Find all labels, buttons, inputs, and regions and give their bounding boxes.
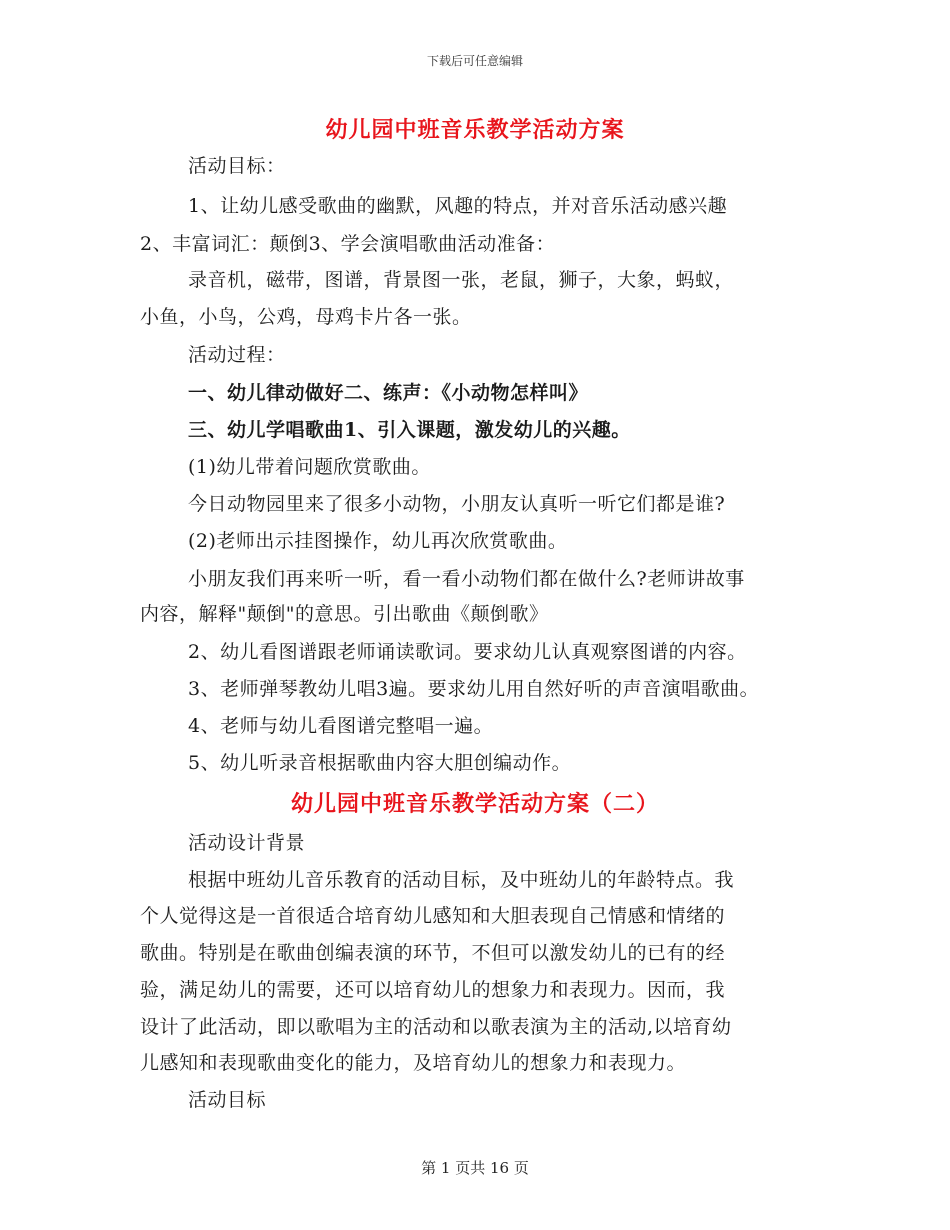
sub-step-2-text-2: 内容，解释"颠倒"的意思。引出歌曲《颠倒歌》 xyxy=(140,603,549,625)
sub-step-2-text-1: 小朋友我们再来听一听，看一看小动物们都在做什么?老师讲故事 xyxy=(188,568,745,590)
section2-title: 幼儿园中班音乐教学活动方案（二） xyxy=(290,791,659,817)
para-line: 根据中班幼儿音乐教育的活动目标，及中班幼儿的年龄特点。我 xyxy=(188,869,735,891)
step-b: 三、幼儿学唱歌曲1、引入课题，激发幼儿的兴趣。 xyxy=(188,419,631,441)
goal-item-1: 1、让幼儿感受歌曲的幽默，风趣的特点，并对音乐活动感兴趣 xyxy=(188,195,728,217)
process-label: 活动过程： xyxy=(188,344,286,366)
header-note: 下载后可任意编辑 xyxy=(426,54,523,68)
para-line: 个人觉得这是一首很适合培育幼儿感知和大胆表现自己情感和情绪的 xyxy=(140,905,726,927)
goal-label: 活动目标： xyxy=(188,155,286,177)
para-line: 验，满足幼儿的需要，还可以培育幼儿的想象力和表现力。因而，我 xyxy=(140,979,726,1001)
prep-line-1: 录音机，磁带，图谱，背景图一张，老鼠，狮子，大象，蚂蚁， xyxy=(188,269,735,291)
para-line: 设计了此活动，即以歌唱为主的活动和以歌表演为主的活动,以培育幼 xyxy=(140,1016,732,1038)
item-5: 5、幼儿听录音根据歌曲内容大胆创编动作。 xyxy=(188,752,572,774)
para-line: 歌曲。特别是在歌曲创编表演的环节，不但可以激发幼儿的已有的经 xyxy=(140,942,726,964)
section2-goal-label: 活动目标 xyxy=(188,1089,267,1111)
background-label: 活动设计背景 xyxy=(188,832,306,854)
item-4: 4、老师与幼儿看图谱完整唱一遍。 xyxy=(188,715,494,737)
sub-step-1-text: 今日动物园里来了很多小动物，小朋友认真听一听它们都是谁? xyxy=(188,493,726,515)
page-number: 第 1 页共 16 页 xyxy=(421,1159,529,1177)
goal-item-2: 2、丰富词汇：颠倒3、学会演唱歌曲活动准备： xyxy=(140,233,556,255)
doc-title: 幼儿园中班音乐教学活动方案 xyxy=(325,117,625,143)
step-a: 一、幼儿律动做好二、练声：《小动物怎样叫》 xyxy=(188,382,589,404)
para-line: 儿感知和表现歌曲变化的能力，及培育幼儿的想象力和表现力。 xyxy=(140,1052,687,1074)
sub-step-2: (2)老师出示挂图操作，幼儿再次欣赏歌曲。 xyxy=(188,530,568,552)
prep-line-2: 小鱼，小鸟，公鸡，母鸡卡片各一张。 xyxy=(140,306,472,328)
item-3: 3、老师弹琴教幼儿唱3遍。要求幼儿用自然好听的声音演唱歌曲。 xyxy=(188,678,760,700)
sub-step-1: (1)幼儿带着问题欣赏歌曲。 xyxy=(188,456,431,478)
item-2: 2、幼儿看图谱跟老师诵读歌词。要求幼儿认真观察图谱的内容。 xyxy=(188,641,747,663)
